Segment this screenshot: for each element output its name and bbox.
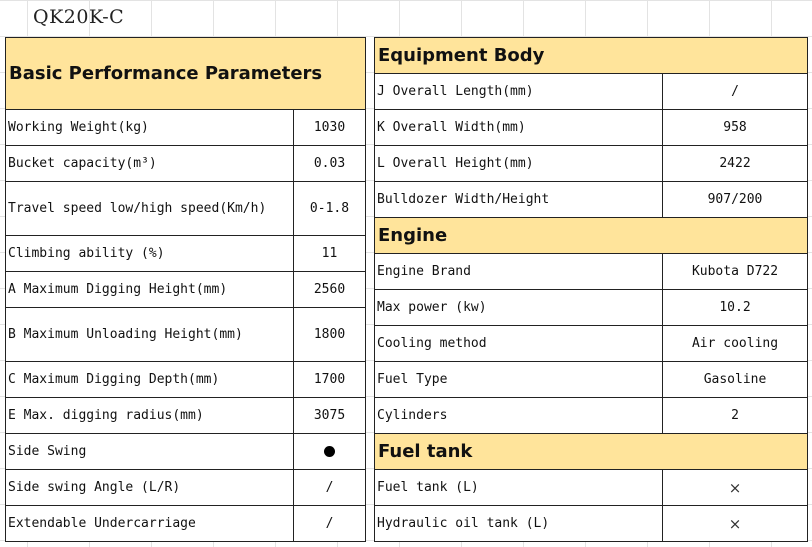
param-value: / [294,470,366,506]
cross-icon: × [728,478,742,497]
param-label: E Max. digging radius(mm) [6,398,294,434]
param-label: Extendable Undercarriage [6,506,294,542]
param-label: C Maximum Digging Depth(mm) [6,362,294,398]
param-label: Cooling method [375,326,663,362]
param-value [663,506,808,542]
param-label: Max power (kw) [375,290,663,326]
param-value: 1700 [294,362,366,398]
param-value: Gasoline [663,362,808,398]
param-label: Engine Brand [375,254,663,290]
cross-icon: × [728,514,742,533]
param-value: 958 [663,110,808,146]
param-value [294,434,366,470]
equipment-spec-table [374,37,808,542]
param-label: Travel speed low/high speed(Km/h) [6,182,294,236]
param-value: 2422 [663,146,808,182]
param-label: Climbing ability (%) [6,236,294,272]
param-value: 907/200 [663,182,808,218]
basic-performance-table [5,37,366,542]
param-value: 3075 [294,398,366,434]
param-value: 1800 [294,308,366,362]
param-label: Bucket capacity(m³) [6,146,294,182]
param-label: K Overall Width(mm) [375,110,663,146]
param-value: 0.03 [294,146,366,182]
param-label: Bulldozer Width/Height [375,182,663,218]
param-label: Fuel Type [375,362,663,398]
param-value: 1030 [294,110,366,146]
param-value: 2 [663,398,808,434]
param-value: Air cooling [663,326,808,362]
param-label: Hydraulic oil tank (L) [375,506,663,542]
param-value: Kubota D722 [663,254,808,290]
param-label: J Overall Length(mm) [375,74,663,110]
param-value: 0-1.8 [294,182,366,236]
param-value: 11 [294,236,366,272]
param-label: L Overall Height(mm) [375,146,663,182]
param-value: 2560 [294,272,366,308]
model-title: QK20K-C [33,6,125,28]
section-title-fuel-tank: Fuel tank [375,434,808,470]
param-label: B Maximum Unloading Height(mm) [6,308,294,362]
filled-dot-icon [324,446,335,457]
section-title-equipment-body: Equipment Body [375,38,808,74]
param-label: Side swing Angle (L/R) [6,470,294,506]
param-value: / [663,74,808,110]
param-label: A Maximum Digging Height(mm) [6,272,294,308]
param-value: / [294,506,366,542]
param-label: Cylinders [375,398,663,434]
param-value [663,470,808,506]
param-label: Working Weight(kg) [6,110,294,146]
param-value: 10.2 [663,290,808,326]
param-label: Fuel tank (L) [375,470,663,506]
section-title-engine: Engine [375,218,808,254]
param-label: Side Swing [6,434,294,470]
section-title-basic-performance: Basic Performance Parameters [6,38,366,110]
